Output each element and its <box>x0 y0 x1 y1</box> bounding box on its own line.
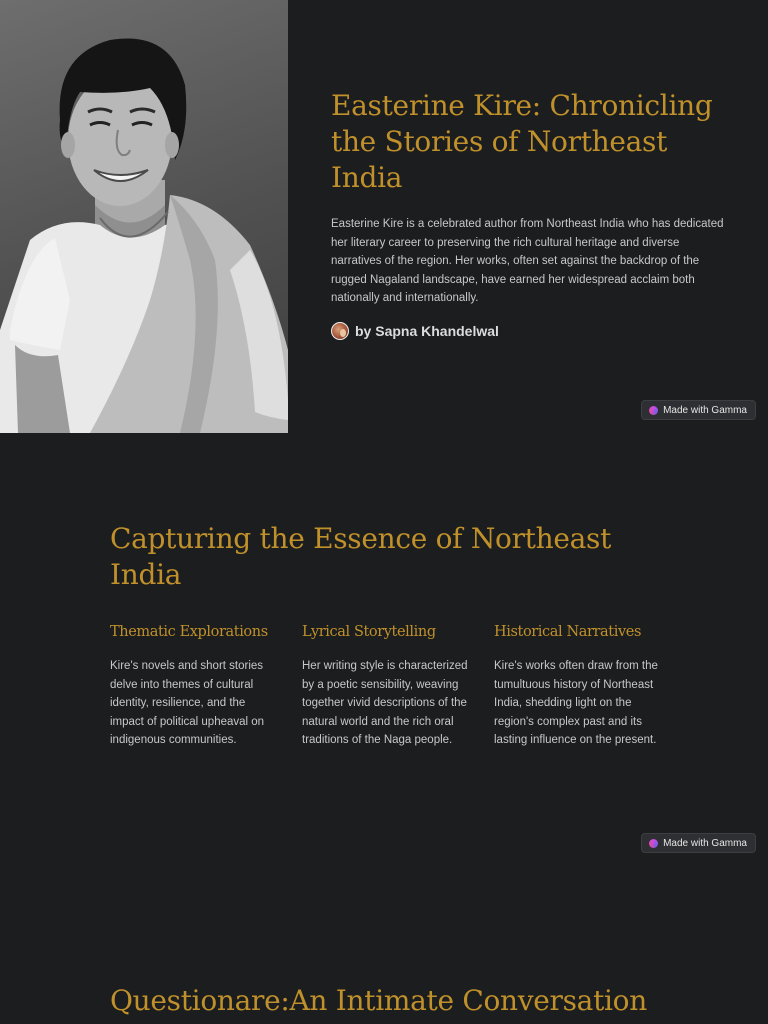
column-heading: Lyrical Storytelling <box>302 624 436 640</box>
section-title: Capturing the Essence of Northeast India <box>110 522 612 591</box>
author-byline <box>331 320 499 342</box>
column-thematic-explorations <box>110 621 302 750</box>
made-with-gamma-badge[interactable] <box>641 833 756 853</box>
badge-label: Made with Gamma <box>663 837 747 849</box>
gamma-logo-icon <box>649 839 658 848</box>
questionnaire-title: Questionare:An Intimate Conversation <box>110 984 647 1017</box>
author-avatar <box>331 322 349 340</box>
hero-slide <box>0 0 768 433</box>
column-lyrical-storytelling <box>302 621 494 750</box>
themes-columns <box>110 621 670 750</box>
column-text: Kire's novels and short stories delve into themes of cultural identity, resilience, and the impact of political upheaval on indigenous communities. <box>110 660 265 746</box>
column-text: Kire's works often draw from the tumultuous history of Northeast India, shedding light on the region's complex past and its lasting influence on the present. <box>494 660 658 746</box>
hero-description: Easterine Kire is a celebrated author from Northeast India who has dedicated her literary career to preserving the rich cultural heritage and diverse narratives of the region. Her works, often set against the backdrop of the rugged Nagaland landscape, have earned her widespread acclaim both nationally and internationally. <box>331 218 724 304</box>
made-with-gamma-badge[interactable] <box>641 400 756 420</box>
byline-text: by Sapna Khandelwal <box>355 323 499 339</box>
column-heading: Historical Narratives <box>494 624 641 640</box>
hero-title: Easterine Kire: Chronicling the Stories of Northeast India <box>331 89 713 194</box>
gamma-logo-icon <box>649 406 658 415</box>
column-text: Her writing style is characterized by a poetic sensibility, weaving together vivid descriptions of the natural world and the rich oral traditions of the Naga people. <box>302 660 468 746</box>
column-heading: Thematic Explorations <box>110 624 268 640</box>
author-portrait-image <box>0 0 288 433</box>
badge-label: Made with Gamma <box>663 404 747 416</box>
column-historical-narratives <box>494 621 686 750</box>
